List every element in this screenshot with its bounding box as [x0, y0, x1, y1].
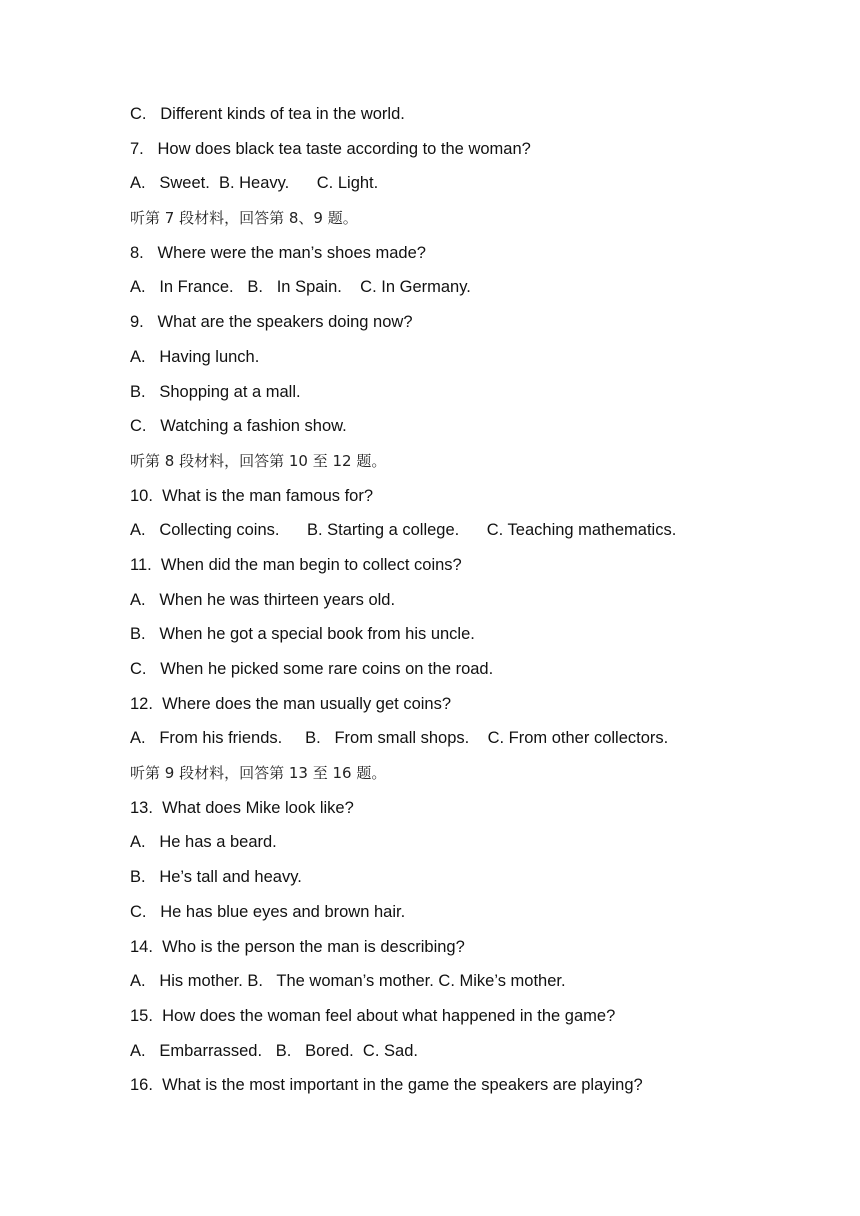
option-line: A. Embarrassed. B. Bored. C. Sad. [130, 1041, 418, 1060]
document-body [130, 103, 830, 1109]
option-line: C. When he picked some rare coins on the road. [130, 660, 494, 678]
section-instruction: 听第 9 段材料，回答第 13 至 16 题。 [130, 764, 387, 783]
question-line: 10. What is the man famous for? [130, 486, 374, 505]
option-line: A. Sweet. B. Heavy. C. Light. [130, 174, 379, 193]
option-line: B. Shopping at a mall. [130, 382, 301, 401]
section-instruction: 听第 8 段材料，回答第 10 至 12 题。 [130, 451, 387, 470]
option-line: A. Collecting coins. B. Starting a college. C. Teaching mathematics. [130, 521, 677, 540]
option-line: C. Watching a fashion show. [130, 417, 347, 436]
section-instruction: 听第 7 段材料，回答第 8、9 题。 [130, 209, 358, 228]
question-line: 13. What does Mike look like? [130, 798, 354, 817]
option-line: A. When he was thirteen years old. [130, 590, 396, 609]
option-line: A. His mother. B. The woman’s mother. C. Mike’s mother. [130, 972, 566, 991]
question-line: 12. Where does the man usually get coins? [130, 694, 452, 713]
option-line: A. He has a beard. [130, 833, 277, 852]
question-line: 15. How does the woman feel about what happened in the game? [130, 1006, 616, 1025]
option-line: A. From his friends. B. From small shops. C. From other collectors. [130, 729, 669, 748]
option-line: A. In France. B. In Spain. C. In Germany. [130, 278, 471, 297]
question-line: 11. When did the man begin to collect coins? [130, 555, 462, 574]
option-line: A. Having lunch. [130, 347, 260, 366]
option-line: B. He’s tall and heavy. [130, 868, 302, 887]
option-line: B. When he got a special book from his uncle. [130, 625, 475, 644]
question-line: 16. What is the most important in the game the speakers are playing? [130, 1076, 643, 1095]
option-line: C. Different kinds of tea in the world. [130, 105, 405, 123]
question-line: 9. What are the speakers doing now? [130, 313, 413, 332]
option-line: C. He has blue eyes and brown hair. [130, 902, 406, 921]
question-line: 7. How does black tea taste according to the woman? [130, 139, 531, 158]
question-line: 8. Where were the man’s shoes made? [130, 243, 426, 262]
question-line: 14. Who is the person the man is describing? [130, 937, 465, 956]
